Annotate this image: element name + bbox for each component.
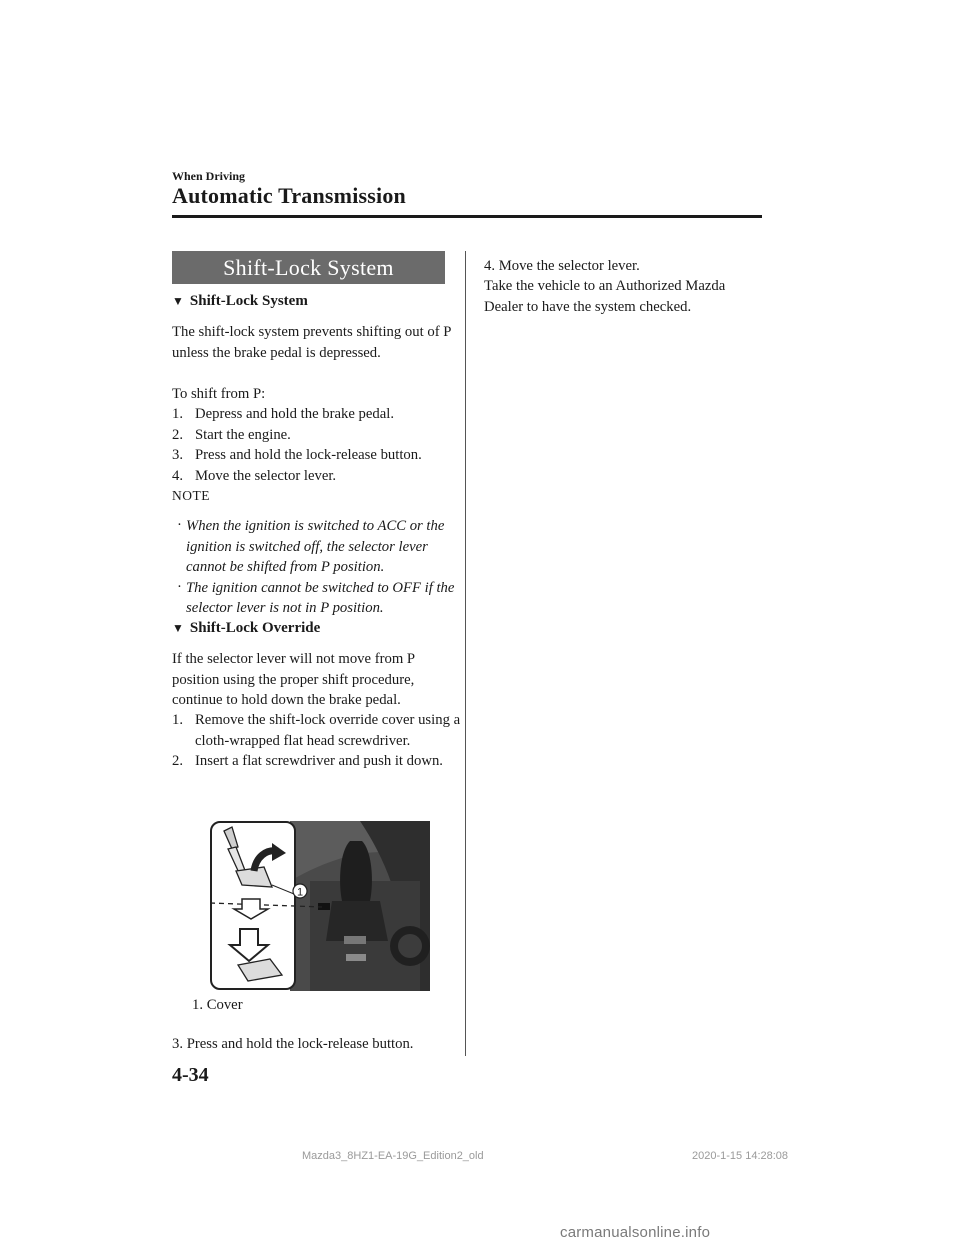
step-3: 3. Press and hold the lock-release button. <box>172 1036 414 1052</box>
bullet-icon: · <box>177 517 182 533</box>
shift-lead: To shift from P: <box>172 386 266 402</box>
override-step-list <box>172 710 462 772</box>
subheading-shift-lock-override <box>172 620 462 637</box>
shift-boot <box>326 901 388 941</box>
list-item: 3. Press and hold the lock-release button. <box>172 447 422 463</box>
subheading-shift-lock-system <box>172 293 462 310</box>
override-paragraph: If the selector lever will not move from P position using the proper shift procedure, continue to hold down the brake pedal. <box>172 651 415 708</box>
column-divider <box>465 251 466 1056</box>
svg-text:1: 1 <box>296 886 304 899</box>
section-label: When Driving <box>172 169 246 183</box>
section-banner: Shift-Lock System <box>172 251 445 284</box>
list-item: 4. Move the selector lever. <box>172 467 337 484</box>
note-item: · The ignition cannot be switched to OFF if the selector lever is not in P position. <box>177 578 455 616</box>
list-item: 1. Depress and hold the brake pedal. <box>172 406 395 422</box>
footer-timestamp: 2020-1-15 14:28:08 <box>692 1150 789 1162</box>
list-item: 2. Start the engine. <box>172 426 291 443</box>
list-item: 1. Remove the shift-lock override cover using a cloth-wrapped flat head screwdriver. <box>172 712 461 749</box>
triangle-icon: ▼ <box>172 621 184 635</box>
step-4: 4. Move the selector lever. <box>484 258 640 274</box>
note-label: NOTE <box>172 488 210 503</box>
note-list <box>172 516 462 619</box>
figure-caption: 1. Cover <box>192 997 243 1013</box>
page-number: 4-34 <box>172 1064 209 1086</box>
right-paragraph: Take the vehicle to an Authorized Mazda Dealer to have the system checked. <box>484 278 726 315</box>
list-item: 2. Insert a flat screwdriver and push it down. <box>172 753 443 769</box>
footer-file-name: Mazda3_8HZ1-EA-19G_Edition2_old <box>302 1150 484 1162</box>
shift-lock-figure <box>210 821 430 991</box>
note-item: · When the ignition is switched to ACC or the ignition is switched off, the selector lever cannot be shifted from P position. <box>177 517 445 575</box>
triangle-icon: ▼ <box>172 294 184 308</box>
watermark: carmanualsonline.info <box>560 1224 711 1241</box>
title-rule <box>172 215 762 218</box>
intro-paragraph: The shift-lock system prevents shifting out of P unless the brake pedal is depressed. <box>172 324 451 361</box>
step-list <box>172 404 462 486</box>
page-title: Automatic Transmission <box>172 183 406 208</box>
subheading-text: Shift-Lock Override <box>189 620 321 636</box>
subheading-text: Shift-Lock System <box>189 293 308 309</box>
shift-knob <box>340 841 372 901</box>
bullet-icon: · <box>177 578 182 595</box>
